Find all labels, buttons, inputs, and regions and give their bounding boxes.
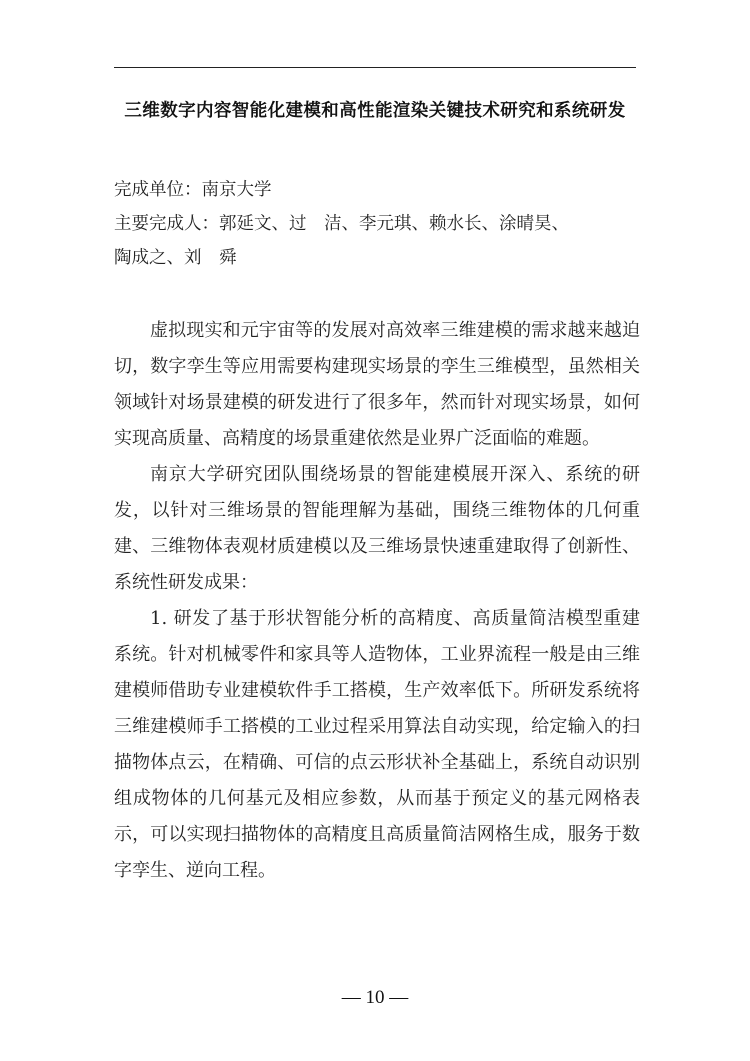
body-text [114,313,640,889]
document-title: 三维数字内容智能化建模和高性能渲染关键技术研究和系统研发 [124,101,626,121]
paragraph-item-1: 1. 研发了基于形状智能分析的高精度、高质量简洁模型重建系统。针对机械零件和家具等人造物体，工业界流程一般是由三维建模师借助专业建模软件手工搭模，生产效率低下。所研发系统将三维建模师手工搭模的工业过程采用算法自动实现，给定输入的扫描物体点云，在精确、可信的点云形状补全基础上，系统自动识别组成物体的几何基元及相应参数，从而基于预定义的基元网格表示，可以实现扫描物体的高精度且高质量简洁网格生成，服务于数字孪生、逆向工程。 [114,608,640,881]
page-number: — 10 — [341,987,409,1008]
header-rule [114,67,636,68]
credits-block [114,173,644,275]
paragraph-intro: 虚拟现实和元宇宙等的发展对高效率三维建模的需求越来越迫切，数字孪生等应用需要构建现实场景的孪生三维模型，虽然相关领域针对场景建模的研发进行了很多年，然而针对现实场景，如何实现高质量、高精度的场景重建依然是业界广泛面临的难题。 [114,320,640,449]
paragraph-team: 南京大学研究团队围绕场景的智能建模展开深入、系统的研发，以针对三维场景的智能理解为基础，围绕三维物体的几何重建、三维物体表观材质建模以及三维场景快速重建取得了创新性、系统性研发成果： [114,464,640,593]
completion-unit: 完成单位：南京大学 [114,180,272,200]
main-contributors-line-2: 陶成之、刘 舜 [114,248,237,268]
main-contributors-line-1: 主要完成人：郭延文、过 洁、李元琪、赖水长、涂晴昊、 [114,214,569,234]
